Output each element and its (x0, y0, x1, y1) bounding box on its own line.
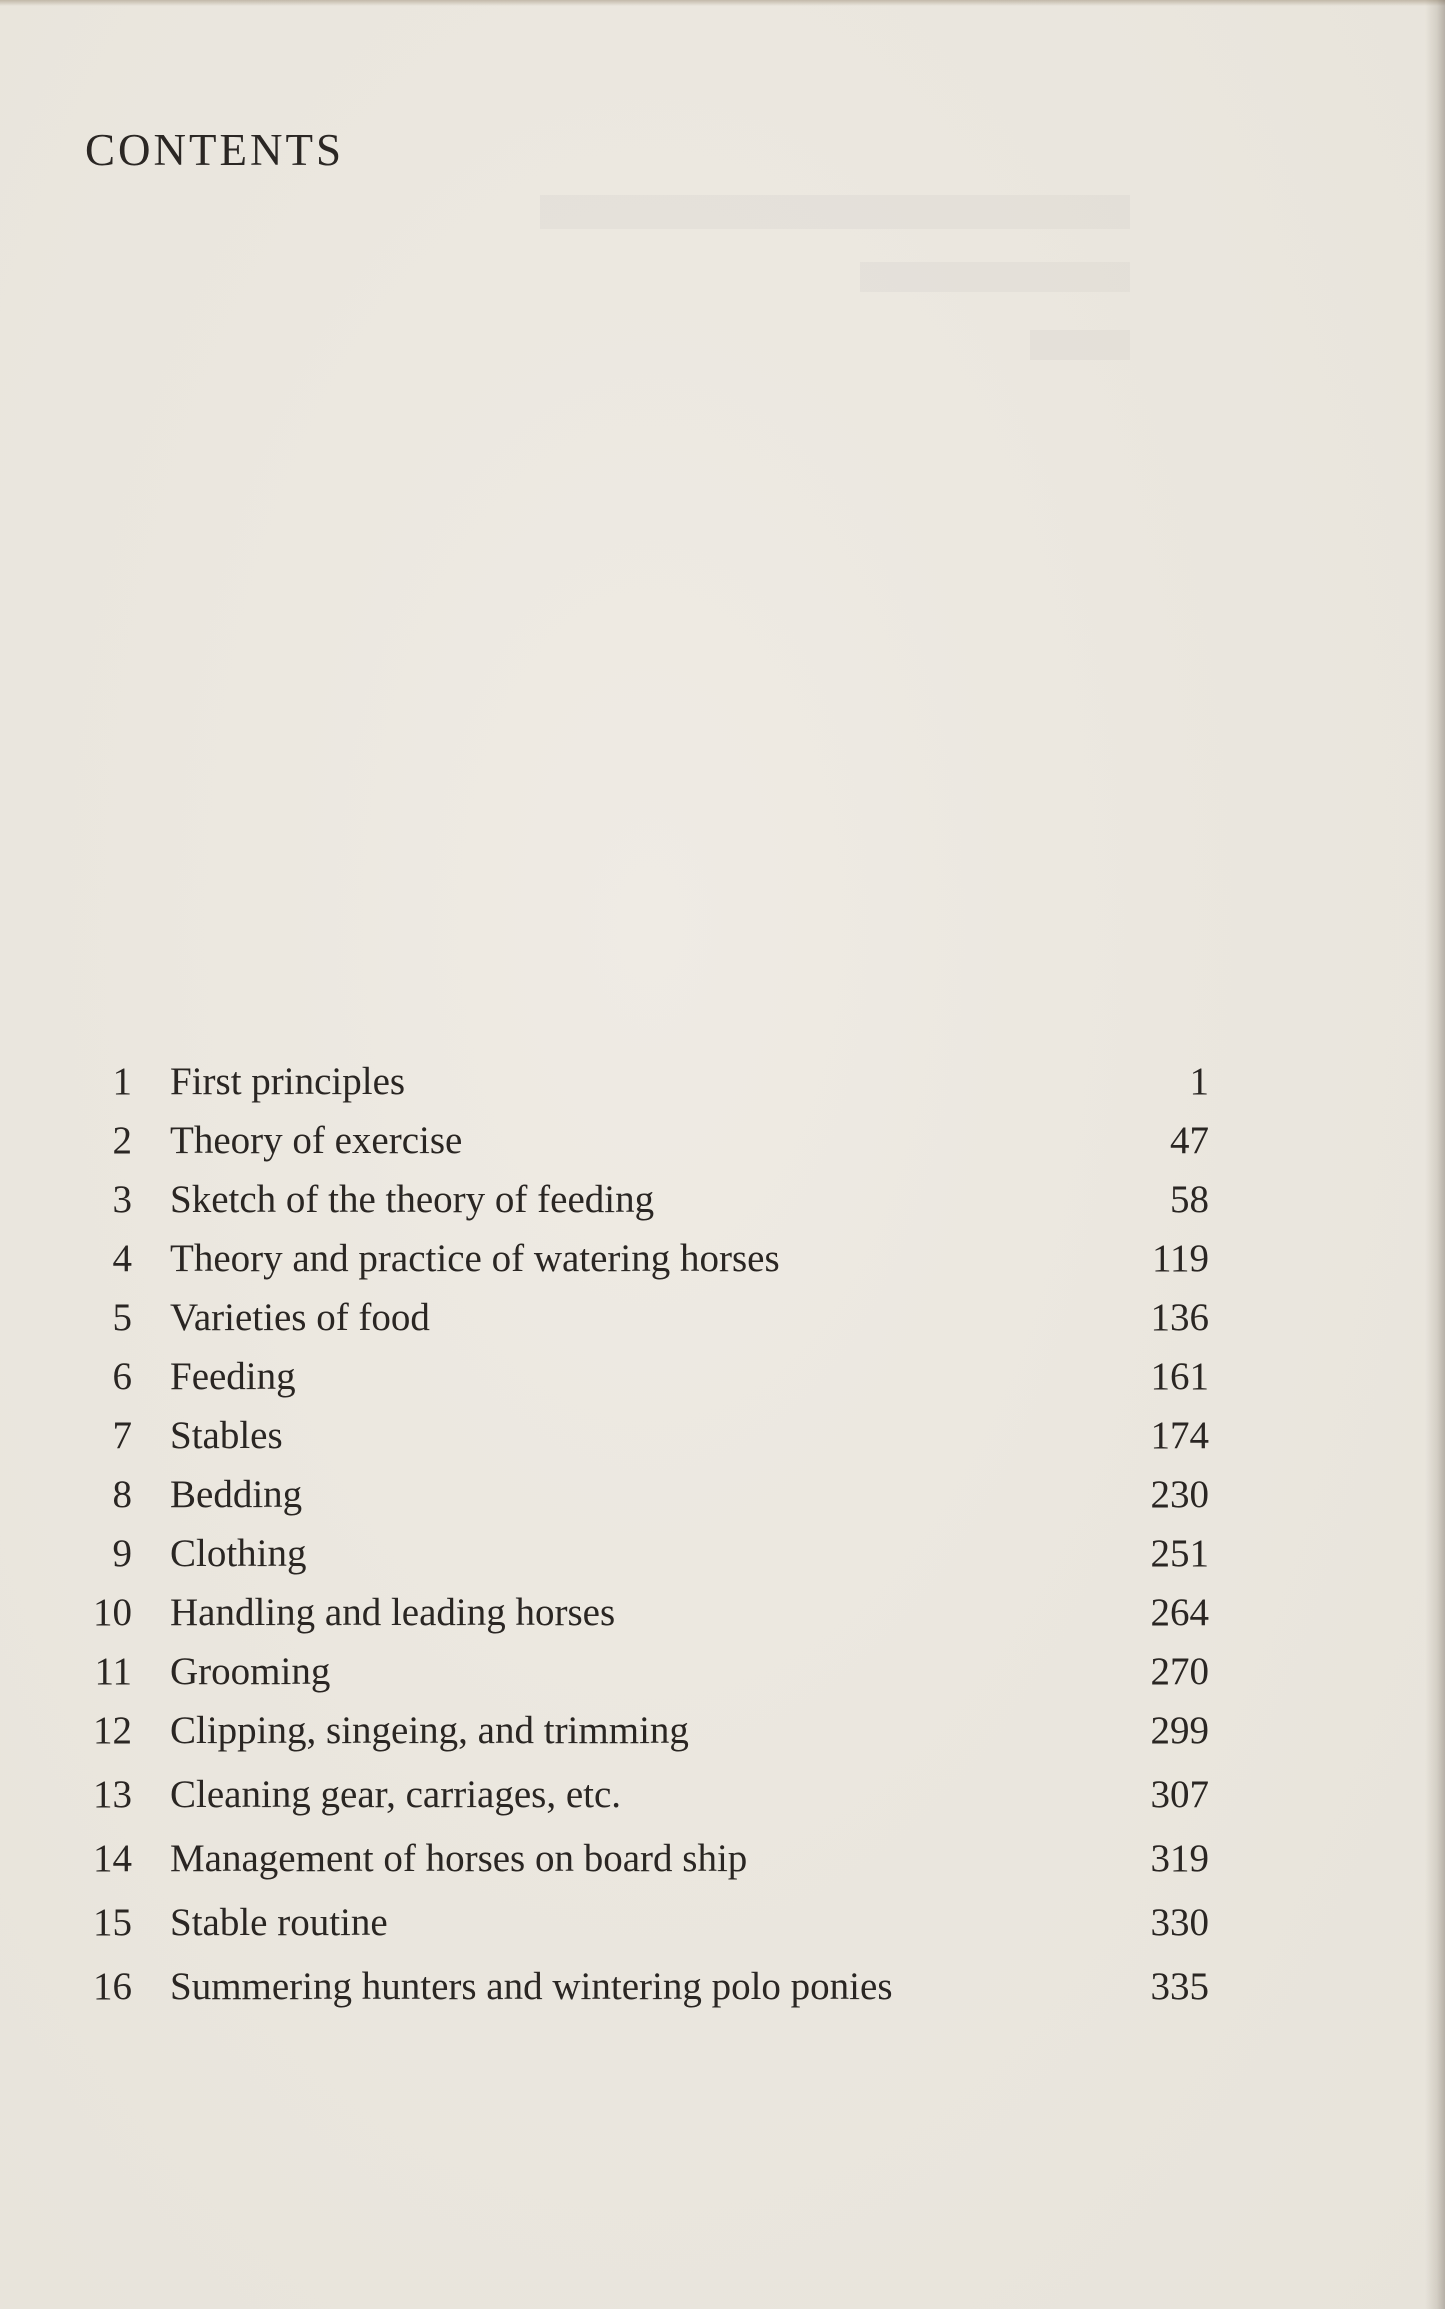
chapter-number: 13 (93, 1773, 132, 1816)
page-number: 230 (1150, 1473, 1209, 1516)
chapter-title: First principles (170, 1060, 406, 1103)
chapter-number: 14 (93, 1837, 132, 1880)
page-number: 58 (1170, 1178, 1209, 1221)
page-number: 119 (1151, 1237, 1209, 1280)
toc-entry (0, 1465, 1445, 1524)
chapter-title: Stable routine (170, 1901, 388, 1944)
chapter-number: 6 (112, 1355, 132, 1398)
toc-entry (0, 1583, 1445, 1642)
chapter-title: Bedding (170, 1473, 303, 1516)
toc-entry (0, 1893, 1445, 1957)
page-top-edge (0, 0, 1445, 6)
chapter-title: Theory of exercise (170, 1119, 463, 1162)
toc-entry (0, 1957, 1445, 2021)
table-of-contents (0, 1052, 1445, 2021)
chapter-number: 3 (112, 1178, 132, 1221)
chapter-number: 5 (112, 1296, 132, 1339)
chapter-title: Feeding (170, 1355, 296, 1398)
page-number: 174 (1150, 1414, 1209, 1457)
toc-entry (0, 1642, 1445, 1701)
chapter-title: Sketch of the theory of feeding (170, 1178, 655, 1221)
toc-entry (0, 1111, 1445, 1170)
show-through-line (540, 195, 1130, 229)
toc-entry (0, 1701, 1445, 1765)
page-number: 161 (1150, 1355, 1209, 1398)
page-number: 251 (1150, 1532, 1209, 1575)
page-number: 136 (1150, 1296, 1209, 1339)
toc-entry (0, 1052, 1445, 1111)
show-through-line (1030, 330, 1130, 360)
page-number: 1 (1189, 1060, 1209, 1103)
chapter-number: 4 (112, 1237, 132, 1280)
chapter-number: 9 (112, 1532, 132, 1575)
chapter-title: Summering hunters and wintering polo ponies (170, 1965, 893, 2008)
toc-entry (0, 1765, 1445, 1829)
chapter-number: 7 (112, 1414, 132, 1457)
show-through-line (860, 262, 1130, 292)
toc-entry (0, 1229, 1445, 1288)
chapter-title: Clipping, singeing, and trimming (170, 1709, 689, 1752)
page-number: 307 (1150, 1773, 1209, 1816)
chapter-number: 15 (93, 1901, 132, 1944)
toc-entry (0, 1524, 1445, 1583)
chapter-number: 16 (93, 1965, 132, 2008)
chapter-title: Varieties of food (170, 1296, 430, 1339)
page-number: 335 (1150, 1965, 1209, 2008)
chapter-title: Management of horses on board ship (170, 1837, 748, 1880)
page-number: 264 (1150, 1591, 1209, 1634)
page-number: 319 (1150, 1837, 1209, 1880)
chapter-title: Theory and practice of watering horses (170, 1237, 780, 1280)
chapter-number: 12 (93, 1709, 132, 1752)
page-number: 270 (1150, 1650, 1209, 1693)
chapter-number: 1 (112, 1060, 132, 1103)
chapter-title: Handling and leading horses (170, 1591, 616, 1634)
page-title: CONTENTS (85, 125, 344, 175)
chapter-number: 10 (93, 1591, 132, 1634)
toc-entry (0, 1347, 1445, 1406)
chapter-title: Stables (170, 1414, 283, 1457)
chapter-number: 2 (112, 1119, 132, 1162)
toc-entry (0, 1288, 1445, 1347)
page-number: 299 (1150, 1709, 1209, 1752)
toc-entry (0, 1829, 1445, 1893)
chapter-title: Grooming (170, 1650, 331, 1693)
chapter-title: Clothing (170, 1532, 307, 1575)
chapter-number: 11 (94, 1650, 132, 1693)
chapter-title: Cleaning gear, carriages, etc. (170, 1773, 622, 1816)
page-number: 47 (1170, 1119, 1209, 1162)
chapter-number: 8 (112, 1473, 132, 1516)
page-number: 330 (1150, 1901, 1209, 1944)
toc-entry (0, 1406, 1445, 1465)
toc-entry (0, 1170, 1445, 1229)
